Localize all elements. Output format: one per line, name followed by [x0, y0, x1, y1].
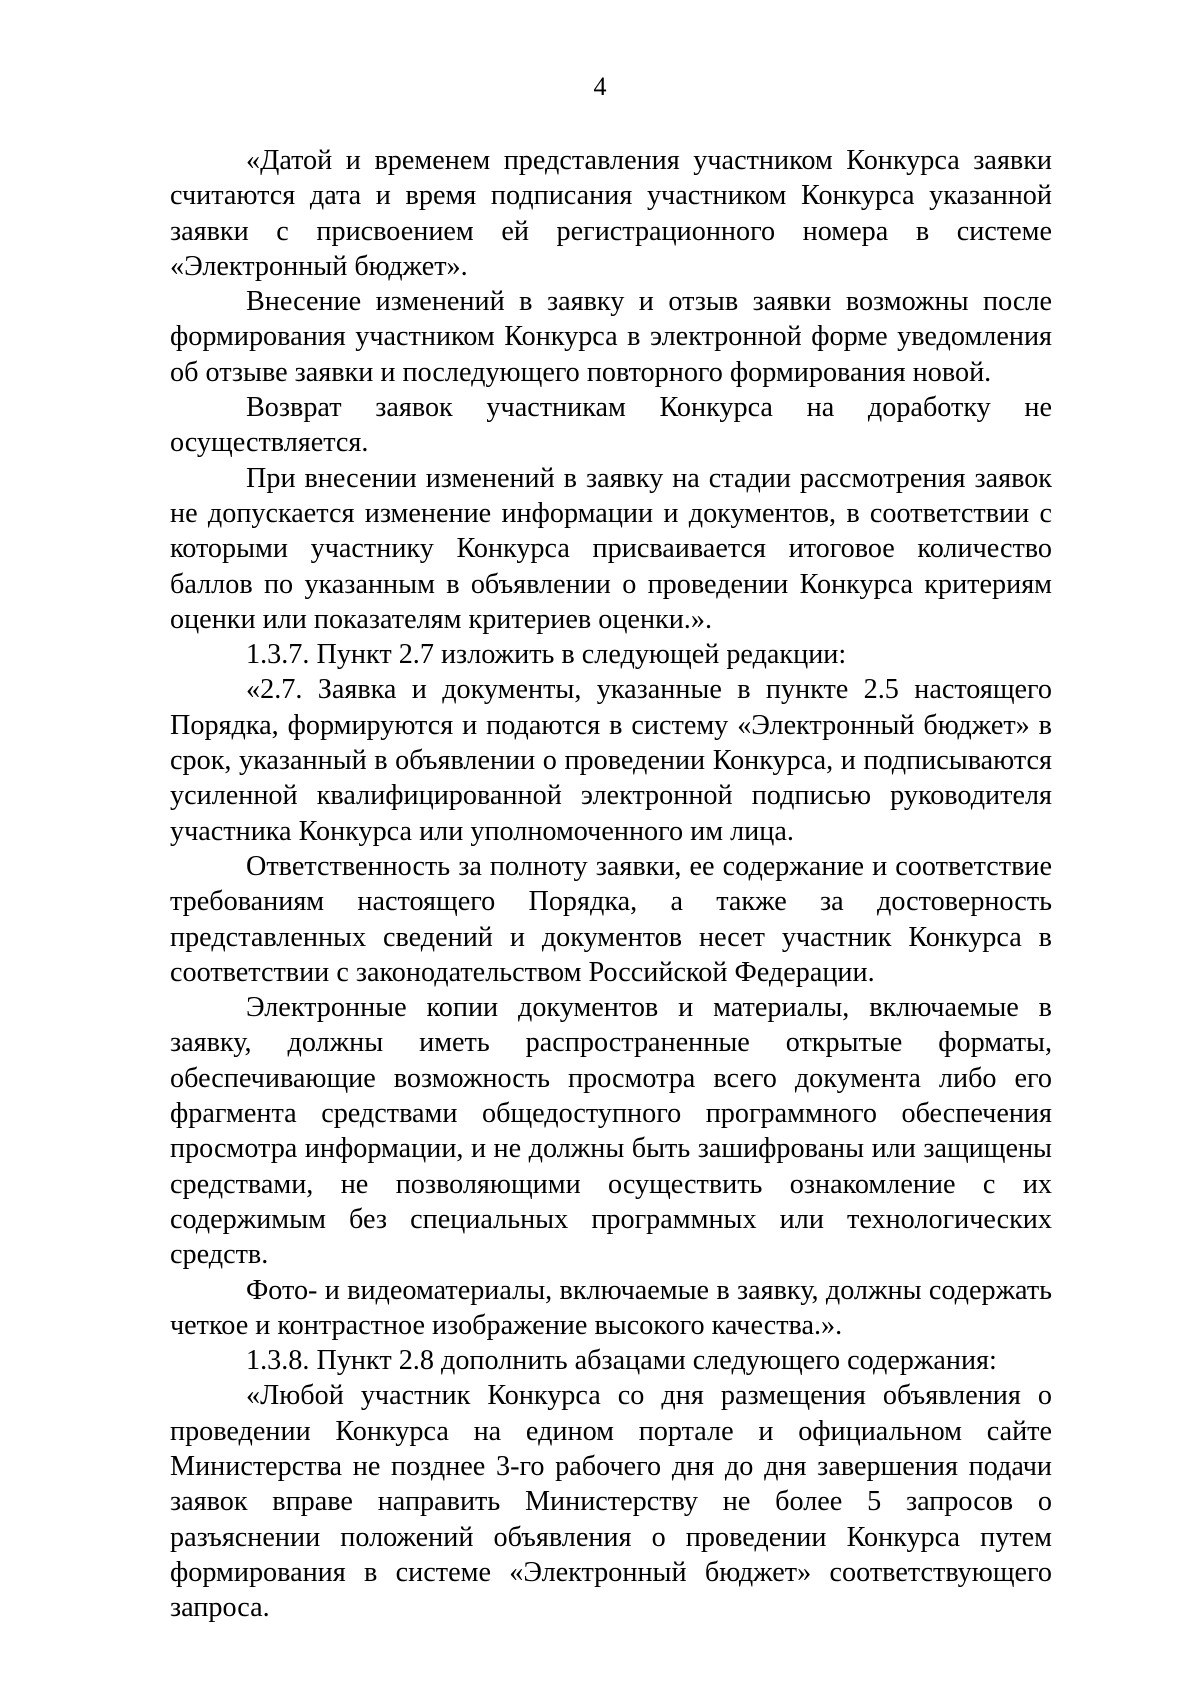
paragraph-4: При внесении изменений в заявку на стадии рассмотрения заявок не допускается изменение информации и документов, в соответствии с которыми участнику Конкурса присваивается итоговое количество баллов по указанным в объявлении о проведении Конкурса критериям оценки или показателям критериев оценки.».: [170, 462, 1052, 635]
paragraph-8: Электронные копии документов и материалы, включаемые в заявку, должны иметь распространенные открытые форматы, обеспечивающие возможность просмотра всего документа либо его фрагмента средствами общедоступного программного обеспечения просмотра информации, и не должны быть зашифрованы или защищены средствами, не позволяющими осуществить ознакомление с их содержимым без специальных программных или технологических средств.: [170, 992, 1052, 1271]
paragraph-6: «2.7. Заявка и документы, указанные в пункте 2.5 настоящего Порядка, формируются и подаются в систему «Электронный бюджет» в срок, указанный в объявлении о проведении Конкурса, и подписываются усиленной квалифицированной электронной подписью руководителя участника Конкурса или уполномоченного им лица.: [170, 674, 1052, 847]
paragraph-9: Фото- и видеоматериалы, включаемые в заявку, должны содержать четкое и контрастное изображение высокого качества.».: [170, 1274, 1052, 1341]
paragraph-3: Возврат заявок участникам Конкурса на доработку не осуществляется.: [170, 392, 1052, 459]
paragraph-2: Внесение изменений в заявку и отзыв заявки возможны после формирования участником Конкурса в электронной форме уведомления об отзыве заявки и последующего повторного формирования новой.: [170, 286, 1052, 388]
paragraph-5-item-1-3-7: 1.3.7. Пункт 2.7 изложить в следующей редакции:: [246, 639, 847, 671]
paragraph-10-item-1-3-8: 1.3.8. Пункт 2.8 дополнить абзацами следующего содержания:: [246, 1345, 997, 1377]
page-number: 4: [593, 72, 607, 101]
paragraph-7: Ответственность за полноту заявки, ее содержание и соответствие требованиям настоящего Порядка, а также за достоверность представленных сведений и документов несет участник Конкурса в соответствии с законодательством Российской Федерации.: [170, 850, 1052, 988]
paragraph-1: «Датой и временем представления участником Конкурса заявки считаются дата и время подписания участником Конкурса указанной заявки с присвоением ей регистрационного номера в системе «Электронный бюджет».: [170, 145, 1052, 282]
paragraph-11: «Любой участник Конкурса со дня размещения объявления о проведении Конкурса на едином портале и официальном сайте Министерства не позднее 3-го рабочего дня до дня завершения подачи заявок вправе направить Министерству не более 5 запросов о разъяснении положений объявления о проведении Конкурса путем формирования в системе «Электронный бюджет» соответствующего запроса.: [170, 1380, 1052, 1624]
document-body: [170, 143, 1052, 1625]
